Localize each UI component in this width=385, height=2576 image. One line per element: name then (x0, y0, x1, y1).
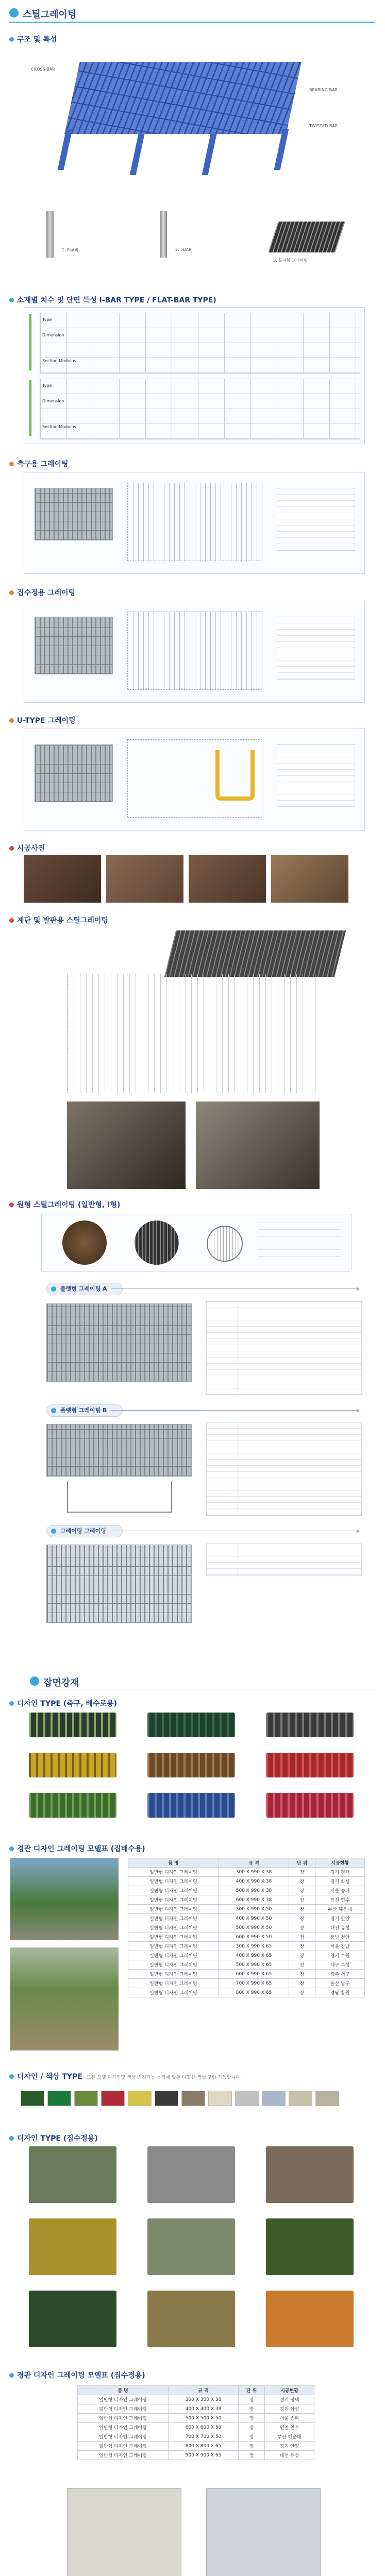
cover-plate-title: 잡면강재 (43, 1677, 79, 1688)
catch-basin-image (35, 617, 113, 674)
bullet-icon (9, 462, 14, 466)
stairs-photo-2 (196, 1101, 320, 1189)
color-swatch-8 (208, 2091, 232, 2106)
design-colors-note: 모든 모델 디자인및 색상 변경가능 목적에 맞춘 다양한 색상 구입 가능합니다. (86, 2075, 242, 2080)
round-panel (41, 1214, 351, 1272)
scenery2-cell: 일반형 디자인 그레이팅 (78, 2404, 169, 2414)
section-title-side-gutter: 측구용 그레이팅 (9, 459, 69, 469)
scenery-cell: 장 (289, 1877, 315, 1886)
header-divider (9, 22, 375, 23)
plate-a-label: 플랫형 그레이팅 A (46, 1283, 123, 1295)
flat-bar-label: 1. Flat바 (62, 248, 79, 252)
scenery2-cell: 경기 안양 (265, 2442, 314, 2451)
blue-bar-1 (57, 129, 72, 170)
section-title-material: 소재별 치수 및 단면 특성 I-BAR TYPE / FLAT-BAR TYPE) (9, 295, 216, 305)
scenery-cell: 장 (289, 1914, 315, 1923)
color-swatch-4 (101, 2091, 125, 2106)
scenery-cell: 800 X 990 X 65 (219, 1988, 289, 1997)
page-title: 스틸그레이팅 (23, 9, 77, 20)
scenery-row (128, 1933, 365, 1942)
section-title-structure: 구조 및 특성 (9, 34, 57, 44)
scenery-row (128, 1905, 365, 1914)
scenery-cell: 600 X 990 X 65 (219, 1970, 289, 1979)
scenery2-cell: 일반형 디자인 그레이팅 (78, 2442, 169, 2451)
scenery-cell: 300 X 990 X 50 (219, 1905, 289, 1914)
scenery-cell: 일반형 디자인 그레이팅 (128, 1914, 219, 1923)
plate-c-table (206, 1544, 362, 1575)
scenery-cell: 일반형 디자인 그레이팅 (128, 1923, 219, 1933)
scenery2-cell: 인천 연수 (265, 2423, 314, 2432)
scenery-cell: 장 (289, 1905, 315, 1914)
bullet-icon (9, 37, 14, 42)
round-spec-list (258, 1222, 341, 1263)
plate-b-table (206, 1422, 362, 1516)
spec-grid-top (40, 313, 360, 374)
cover-plate-circle-icon (30, 1676, 39, 1686)
basin-tile-5 (147, 2218, 235, 2275)
scenery2-cell: 장 (239, 2451, 265, 2460)
color-swatch-row (15, 2086, 371, 2116)
scenery2-row (78, 2451, 314, 2460)
scenery2-cell: 장 (239, 2432, 265, 2442)
basin-tile-3 (266, 2146, 354, 2203)
scenery-row (128, 1923, 365, 1933)
stairs-photo-1 (67, 1101, 186, 1189)
scenery-cell: 일반형 디자인 그레이팅 (128, 1905, 219, 1914)
u-type-yellow-frame (215, 750, 255, 801)
scenery2-th-site: 시공현황 (265, 2386, 314, 2395)
scenery-cell: 울산 남구 (315, 1979, 365, 1988)
basin-tile-1 (29, 2146, 116, 2203)
structure-diagram (31, 46, 361, 201)
bullet-icon (9, 1701, 14, 1706)
plate-b-image (46, 1424, 192, 1477)
scenery-cell: 일반형 디자인 그레이팅 (128, 1895, 219, 1905)
scenery-cell: 장 (289, 1895, 315, 1905)
scenery-cell: 장 (289, 1988, 315, 1997)
scenery-cell: 일반형 디자인 그레이팅 (128, 1942, 219, 1951)
scenery-row (128, 1970, 365, 1979)
scenery2-row (78, 2423, 314, 2432)
basin-tile-9 (266, 2291, 354, 2347)
material-spec-panel (24, 307, 365, 444)
bullet-icon (51, 1529, 56, 1534)
bullet-icon (9, 718, 14, 723)
color-swatch-2 (47, 2091, 71, 2106)
design-tile-8 (147, 1793, 235, 1818)
spec-row-label-dimension: Dimension (42, 333, 64, 337)
scenery-row (128, 1960, 365, 1970)
scenery2-cell: 일반형 디자인 그레이팅 (78, 2432, 169, 2442)
flat-bar-sample (46, 211, 54, 258)
scenery-cell: 일반형 디자인 그레이팅 (128, 1877, 219, 1886)
catch-basin-panel (24, 601, 365, 703)
scenery-th-site: 시공현황 (315, 1858, 365, 1868)
u-type-panel (24, 728, 365, 831)
section-title-photos: 시공사진 (9, 843, 45, 853)
u-type-image (35, 744, 113, 802)
scenery-cell: 장 (289, 1923, 315, 1933)
scenery-cell: 장 (289, 1868, 315, 1877)
scenery-cell: 장 (289, 1970, 315, 1979)
scenery-row (128, 1942, 365, 1951)
label-bearing-bar: BEARING BAR (309, 88, 338, 92)
scenery2-row (78, 2442, 314, 2451)
serrated-label: 3. 톱니형 그레이팅 (273, 258, 308, 263)
bullet-icon (9, 2373, 14, 2378)
design-tile-9 (266, 1793, 354, 1818)
scenery-cell: 경남 창원 (315, 1988, 365, 1997)
u-type-spec-box (277, 744, 355, 807)
scenery2-row (78, 2432, 314, 2442)
spec-grid-bottom (40, 379, 360, 439)
basin-tile-7 (29, 2291, 116, 2347)
scenery-cell: 400 X 990 X 65 (219, 1951, 289, 1960)
scenery2-cell: 일반형 디자인 그레이팅 (78, 2414, 169, 2423)
scenery2-row (78, 2395, 314, 2404)
scenery2-th-name: 품 명 (78, 2386, 169, 2395)
scenery2-cell: 일반형 디자인 그레이팅 (78, 2423, 169, 2432)
scenery-cell: 장 (289, 1933, 315, 1942)
plate-a-image (46, 1303, 192, 1382)
scenery2-cell: 장 (239, 2423, 265, 2432)
scenery-cell: 광주 서구 (315, 1970, 365, 1979)
bullet-icon (9, 846, 14, 851)
round-grating-2 (135, 1221, 179, 1265)
cover-plate-header (9, 1674, 375, 1690)
spec-group-marker-1 (29, 314, 31, 370)
design-tile-6 (266, 1753, 354, 1777)
scenery2-cell: 일반형 디자인 그레이팅 (78, 2395, 169, 2404)
spec-row-label-dimension-2: Dimension (42, 399, 64, 403)
catch-basin-drawing (127, 612, 262, 690)
scenery2-cell: 경기 화성 (265, 2404, 314, 2414)
side-gutter-drawing (127, 483, 262, 561)
plate-a-table (206, 1301, 362, 1395)
section-title-scenery: 경관 디자인 그레이팅 모델표 (집배수용) (9, 1843, 145, 1854)
color-swatch-10 (262, 2091, 286, 2106)
i-bar-label: 2. I-BAR (175, 247, 192, 252)
scenery-cell: 300 X 990 X 65 (219, 1942, 289, 1951)
spec-row-label-modulus-2: Section Modulus (42, 425, 76, 429)
u-type-drawing (127, 739, 262, 818)
basin-tile-8 (147, 2291, 235, 2347)
bullet-icon (9, 2074, 14, 2079)
scenery-cell: 대전 유성 (315, 1923, 365, 1933)
scenery2-cell: 600 X 600 X 50 (169, 2423, 239, 2432)
label-cross-bar: CROSS-BAR (31, 67, 55, 72)
catch-basin-spec-box (277, 617, 355, 680)
scenery2-row (78, 2404, 314, 2414)
label-twisted-bar: TWISTED BAR (309, 124, 338, 128)
bullet-icon (9, 298, 14, 302)
scenery-cell: 장 (289, 1960, 315, 1970)
round-grating-drawing (207, 1226, 243, 1262)
scenery-cell: 일반형 디자인 그레이팅 (128, 1886, 219, 1895)
scenery-row (128, 1895, 365, 1905)
photo-2 (106, 855, 183, 903)
section-title-catch-basin: 집수정용 그레이팅 (9, 587, 75, 598)
plate-c-image (46, 1545, 192, 1623)
scenery2-cell: 부산 해운대 (265, 2432, 314, 2442)
spec-row-label-modulus: Section Modulus (42, 359, 76, 363)
scenery2-cell: 700 X 700 X 50 (169, 2432, 239, 2442)
blue-bar-3 (202, 134, 216, 175)
scenery-th-name: 품 명 (128, 1858, 219, 1868)
scenery-cell: 일반형 디자인 그레이팅 (128, 1979, 219, 1988)
bullet-icon (9, 1846, 14, 1851)
scenery2-cell: 400 X 400 X 38 (169, 2404, 239, 2414)
design-tiles (29, 1713, 359, 1826)
scenery-cell: 경기 평택 (315, 1868, 365, 1877)
scenery2-table (77, 2385, 314, 2460)
stairs-grating-image (164, 930, 346, 977)
i-bar-sample (160, 211, 167, 258)
design-tile-1 (29, 1713, 116, 1737)
scenery2-cell: 경기 평택 (265, 2395, 314, 2404)
color-swatch-7 (181, 2091, 205, 2106)
scenery-cell: 서울 강남 (315, 1942, 365, 1951)
scenery2-cell: 300 X 300 X 38 (169, 2395, 239, 2404)
scenery-row (128, 1914, 365, 1923)
scenery-cell: 500 X 990 X 65 (219, 1960, 289, 1970)
color-swatch-3 (74, 2091, 98, 2106)
scenery2-drawing-1 (67, 2488, 181, 2576)
scenery-cell: 일반형 디자인 그레이팅 (128, 1988, 219, 1997)
scenery-cell: 서울 송파 (315, 1886, 365, 1895)
color-swatch-5 (128, 2091, 152, 2106)
design-tile-4 (29, 1753, 116, 1777)
scenery2-cell: 장 (239, 2404, 265, 2414)
scenery-cell: 인천 연수 (315, 1895, 365, 1905)
scenery-row (128, 1877, 365, 1886)
title-circle-icon (9, 8, 19, 18)
side-gutter-panel (24, 472, 365, 574)
scenery-photo-1 (10, 1858, 119, 1940)
side-gutter-image (35, 488, 113, 540)
scenery-table (128, 1858, 365, 1997)
bullet-icon (51, 1286, 56, 1292)
scenery-cell: 대구 수성 (315, 1960, 365, 1970)
design-tile-7 (29, 1793, 116, 1818)
scenery-cell: 700 X 990 X 65 (219, 1979, 289, 1988)
scenery-cell: 장 (289, 1886, 315, 1895)
section-title-stairs: 계단 및 발판용 스틸그레이팅 (9, 915, 108, 925)
scenery-cell: 400 X 990 X 38 (219, 1877, 289, 1886)
scenery-cell: 장 (289, 1951, 315, 1960)
scenery2-cell: 서울 송파 (265, 2414, 314, 2423)
section-title-design-basin: 디자인 TYPE (집수정용) (9, 2133, 98, 2143)
blue-bar-4 (274, 129, 289, 170)
basin-tile-6 (266, 2218, 354, 2275)
scenery-cell: 일반형 디자인 그레이팅 (128, 1960, 219, 1970)
scenery2-cell: 900 X 900 X 65 (169, 2451, 239, 2460)
scenery2-cell: 장 (239, 2414, 265, 2423)
section-title-design-type: 디자인 TYPE (측구, 배수로용) (9, 1698, 117, 1708)
scenery2-row (78, 2414, 314, 2423)
scenery2-th-size: 규 격 (169, 2386, 239, 2395)
section-title-design-colors: 디자인 / 색상 TYPE 모든 모델 디자인및 색상 변경가능 목적에 맞춘 다양한 색상 구입 가능합니다. (9, 2071, 242, 2081)
plate-b-arrow (111, 1410, 359, 1411)
scenery-cell: 500 X 990 X 38 (219, 1886, 289, 1895)
scenery-cell: 500 X 990 X 50 (219, 1923, 289, 1933)
serrated-sample (268, 222, 345, 252)
section-title-round: 원형 스틸그레이팅 (일반형, I형) (9, 1199, 120, 1210)
scenery2-cell: 500 X 500 X 50 (169, 2414, 239, 2423)
color-swatch-9 (235, 2091, 259, 2106)
scenery-row (128, 1988, 365, 1997)
blue-bar-2 (129, 134, 144, 175)
page-header (9, 5, 375, 23)
scenery2-drawing-2 (206, 2488, 321, 2576)
blue-grating-image (64, 62, 302, 134)
scenery-cell: 400 X 990 X 50 (219, 1914, 289, 1923)
design-tile-2 (147, 1713, 235, 1737)
scenery-cell: 일반형 디자인 그레이팅 (128, 1970, 219, 1979)
scenery2-cell: 800 X 800 X 65 (169, 2442, 239, 2451)
basin-tiles (29, 2146, 359, 2352)
basin-tile-2 (147, 2146, 235, 2203)
photo-1 (24, 855, 101, 903)
scenery-cell: 장 (289, 1979, 315, 1988)
color-swatch-11 (289, 2091, 312, 2106)
scenery-cell: 일반형 디자인 그레이팅 (128, 1951, 219, 1960)
side-gutter-spec-box (277, 488, 355, 551)
plate-b-drawing (67, 1481, 172, 1513)
scenery-cell: 300 X 990 X 38 (219, 1868, 289, 1877)
scenery-th-unit: 단 위 (289, 1858, 315, 1868)
spec-row-label-type: Type (42, 317, 52, 322)
basin-tile-4 (29, 2218, 116, 2275)
round-grating-1 (62, 1221, 107, 1265)
scenery-cell: 충남 천안 (315, 1933, 365, 1942)
bullet-icon (51, 1408, 56, 1413)
scenery-row (128, 1979, 365, 1988)
scenery-cell: 장 (289, 1942, 315, 1951)
scenery2-cell: 일반형 디자인 그레이팅 (78, 2451, 169, 2460)
section-title-scenery2: 경관 디자인 그레이팅 모델표 (집수정용) (9, 2370, 145, 2380)
scenery-cell: 부산 해운대 (315, 1905, 365, 1914)
scenery-row (128, 1886, 365, 1895)
scenery-photo-2 (10, 1947, 119, 2050)
color-swatch-1 (21, 2091, 44, 2106)
design-tile-3 (266, 1713, 354, 1737)
bullet-icon (9, 1202, 14, 1207)
scenery-th-size: 규 격 (219, 1858, 289, 1868)
scenery-cell: 600 X 990 X 38 (219, 1895, 289, 1905)
bar-samples (31, 206, 361, 283)
stairs-drawing (67, 974, 315, 1093)
scenery-cell: 경기 화성 (315, 1877, 365, 1886)
bullet-icon (9, 590, 14, 595)
scenery-row (128, 1951, 365, 1960)
scenery-cell: 600 X 990 X 50 (219, 1933, 289, 1942)
section-title-u-type: U-TYPE 그레이팅 (9, 715, 76, 725)
plate-c-label: 그레이팅 그레이팅 (46, 1525, 123, 1537)
scenery2-cell: 장 (239, 2442, 265, 2451)
scenery-cell: 일반형 디자인 그레이팅 (128, 1933, 219, 1942)
bullet-icon (9, 918, 14, 923)
scenery-row (128, 1868, 365, 1877)
color-swatch-12 (315, 2091, 339, 2106)
scenery-cell: 경기 수원 (315, 1951, 365, 1960)
spec-group-marker-2 (29, 380, 31, 436)
scenery2-th-unit: 단 위 (239, 2386, 265, 2395)
design-tile-5 (147, 1753, 235, 1777)
color-swatch-6 (155, 2091, 178, 2106)
bullet-icon (9, 2136, 14, 2141)
scenery2-cell: 대전 유성 (265, 2451, 314, 2460)
scenery2-cell: 장 (239, 2395, 265, 2404)
photo-3 (189, 855, 266, 903)
scenery-cell: 경기 안양 (315, 1914, 365, 1923)
spec-row-label-type-2: Type (42, 383, 52, 388)
plate-b-label: 플랫형 그레이팅 B (46, 1404, 123, 1417)
scenery-cell: 일반형 디자인 그레이팅 (128, 1868, 219, 1877)
photo-4 (271, 855, 348, 903)
